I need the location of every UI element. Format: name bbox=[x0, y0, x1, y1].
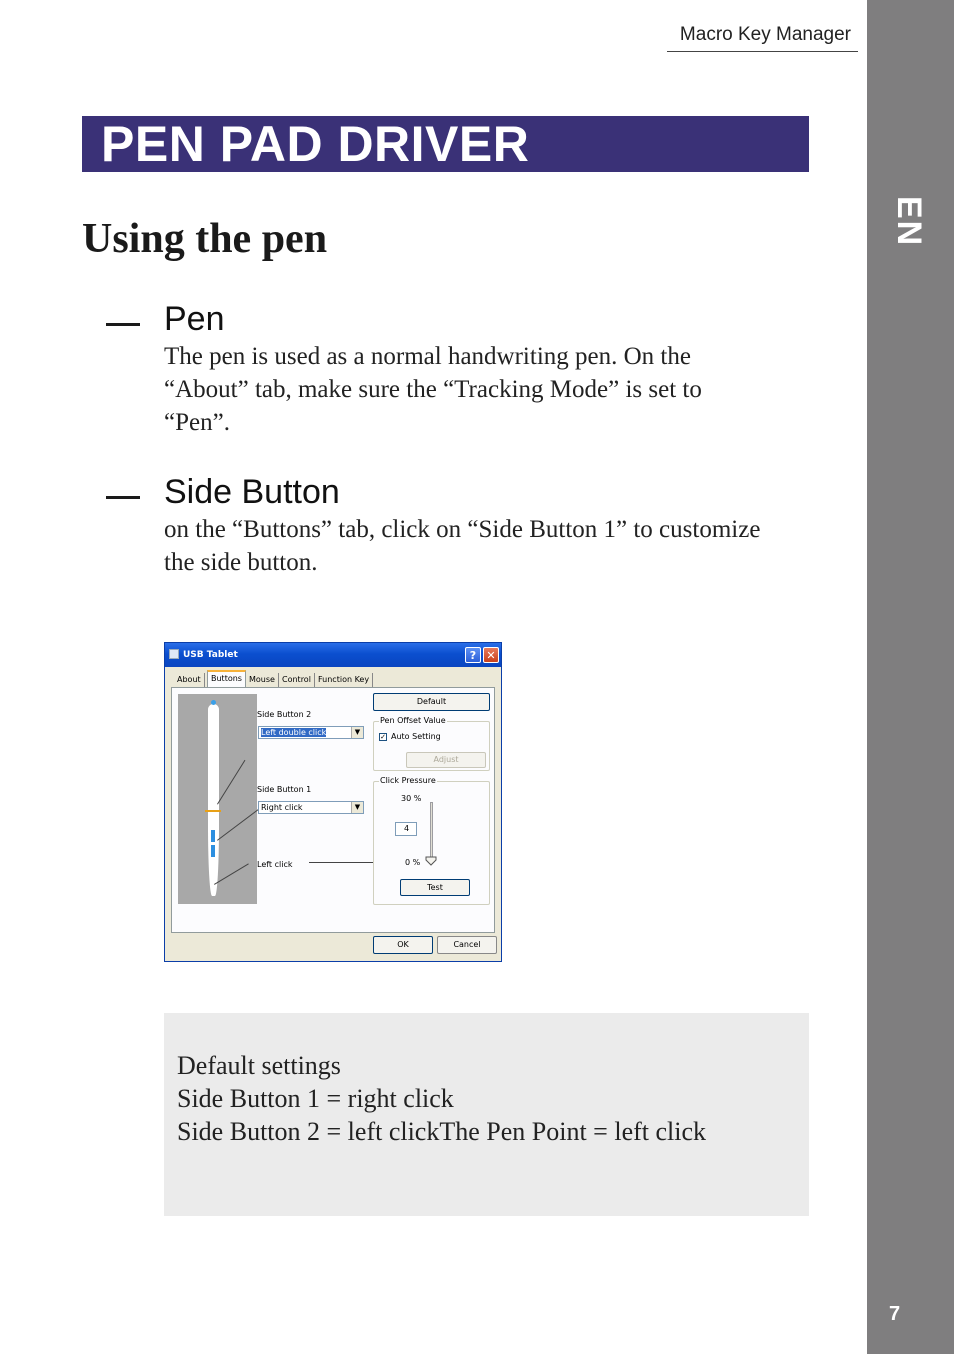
test-button[interactable]: Test bbox=[400, 879, 470, 896]
close-button[interactable]: ✕ bbox=[483, 647, 499, 663]
help-button[interactable]: ? bbox=[465, 647, 481, 663]
note-line: Side Button 2 = left clickThe Pen Point = left click bbox=[177, 1117, 707, 1146]
page-number: 7 bbox=[889, 1303, 901, 1325]
pen-text-line: “Pen”. bbox=[164, 409, 230, 436]
tab-mouse[interactable]: Mouse bbox=[246, 673, 279, 687]
tab-function-key[interactable]: Function Key bbox=[315, 673, 373, 687]
pen-body bbox=[208, 704, 219, 896]
pen-side-button-1 bbox=[211, 845, 215, 857]
chevron-down-icon[interactable]: ▼ bbox=[351, 802, 363, 813]
default-button[interactable]: Default bbox=[373, 693, 490, 711]
tab-control[interactable]: Control bbox=[279, 673, 315, 687]
pen-offset-group bbox=[373, 716, 490, 771]
language-tab: EN bbox=[890, 196, 928, 248]
note-line: Side Button 1 = right click bbox=[177, 1084, 454, 1113]
side-button-text-line: on the “Buttons” tab, click on “Side Button 1” to customize bbox=[164, 516, 761, 543]
auto-setting-checkbox[interactable]: ✓ bbox=[380, 733, 386, 741]
pen-bullet-dash bbox=[106, 323, 140, 326]
pressure-slider[interactable] bbox=[430, 802, 433, 864]
side-button-2-label: Side Button 2 bbox=[257, 710, 312, 719]
auto-setting-label: Auto Setting bbox=[391, 732, 441, 741]
pressure-value: 4 bbox=[395, 822, 417, 836]
note-line: Default settings bbox=[177, 1051, 341, 1080]
side-button-description bbox=[164, 513, 760, 579]
side-button-2-select[interactable] bbox=[258, 726, 364, 739]
pen-illustration bbox=[178, 694, 257, 904]
left-click-leader bbox=[309, 862, 373, 863]
adjust-button[interactable]: Adjust bbox=[406, 752, 486, 768]
pen-text-line: The pen is used as a normal handwriting pen. On the bbox=[164, 343, 691, 370]
buttons-tab-panel bbox=[171, 687, 495, 933]
side-button-2-value: Left double click bbox=[261, 728, 327, 737]
slider-thumb-icon[interactable] bbox=[425, 856, 437, 866]
ok-button[interactable]: OK bbox=[373, 936, 433, 954]
pen-eraser-end bbox=[211, 700, 216, 705]
side-button-1-label: Side Button 1 bbox=[257, 785, 312, 794]
running-header: Macro Key Manager bbox=[679, 24, 851, 45]
tab-buttons[interactable]: Buttons bbox=[207, 670, 246, 689]
tab-about[interactable]: About bbox=[174, 673, 205, 687]
pen-heading: Pen bbox=[164, 300, 225, 338]
click-pressure-title: Click Pressure bbox=[380, 776, 436, 785]
pressure-min-label: 0 % bbox=[405, 858, 421, 867]
pen-band bbox=[205, 810, 221, 812]
header-rule bbox=[667, 51, 858, 52]
pressure-max-label: 30 % bbox=[401, 794, 422, 803]
side-button-1-value: Right click bbox=[261, 803, 303, 812]
section-title: Using the pen bbox=[82, 216, 328, 262]
left-click-label: Left click bbox=[257, 860, 293, 869]
cancel-button[interactable]: Cancel bbox=[437, 936, 497, 954]
side-button-bullet-dash bbox=[106, 496, 140, 499]
chevron-down-icon[interactable]: ▼ bbox=[351, 727, 363, 738]
side-button-text-line: the side button. bbox=[164, 549, 318, 576]
click-pressure-group bbox=[373, 776, 490, 905]
pen-side-button-2 bbox=[211, 830, 215, 842]
default-settings-note bbox=[164, 1013, 809, 1216]
tablet-app-icon bbox=[169, 649, 179, 659]
pen-text-line: “About” tab, make sure the “Tracking Mode” is set to bbox=[164, 376, 702, 403]
dialog-title: USB Tablet bbox=[183, 650, 238, 660]
chapter-title: PEN PAD DRIVER bbox=[101, 116, 530, 172]
pen-offset-title: Pen Offset Value bbox=[380, 716, 446, 725]
side-button-heading: Side Button bbox=[164, 473, 340, 511]
side-button-1-select[interactable] bbox=[258, 801, 364, 814]
pen-description bbox=[164, 340, 702, 439]
usb-tablet-dialog bbox=[164, 642, 502, 962]
dialog-titlebar[interactable] bbox=[165, 643, 501, 667]
chapter-banner bbox=[82, 116, 809, 172]
